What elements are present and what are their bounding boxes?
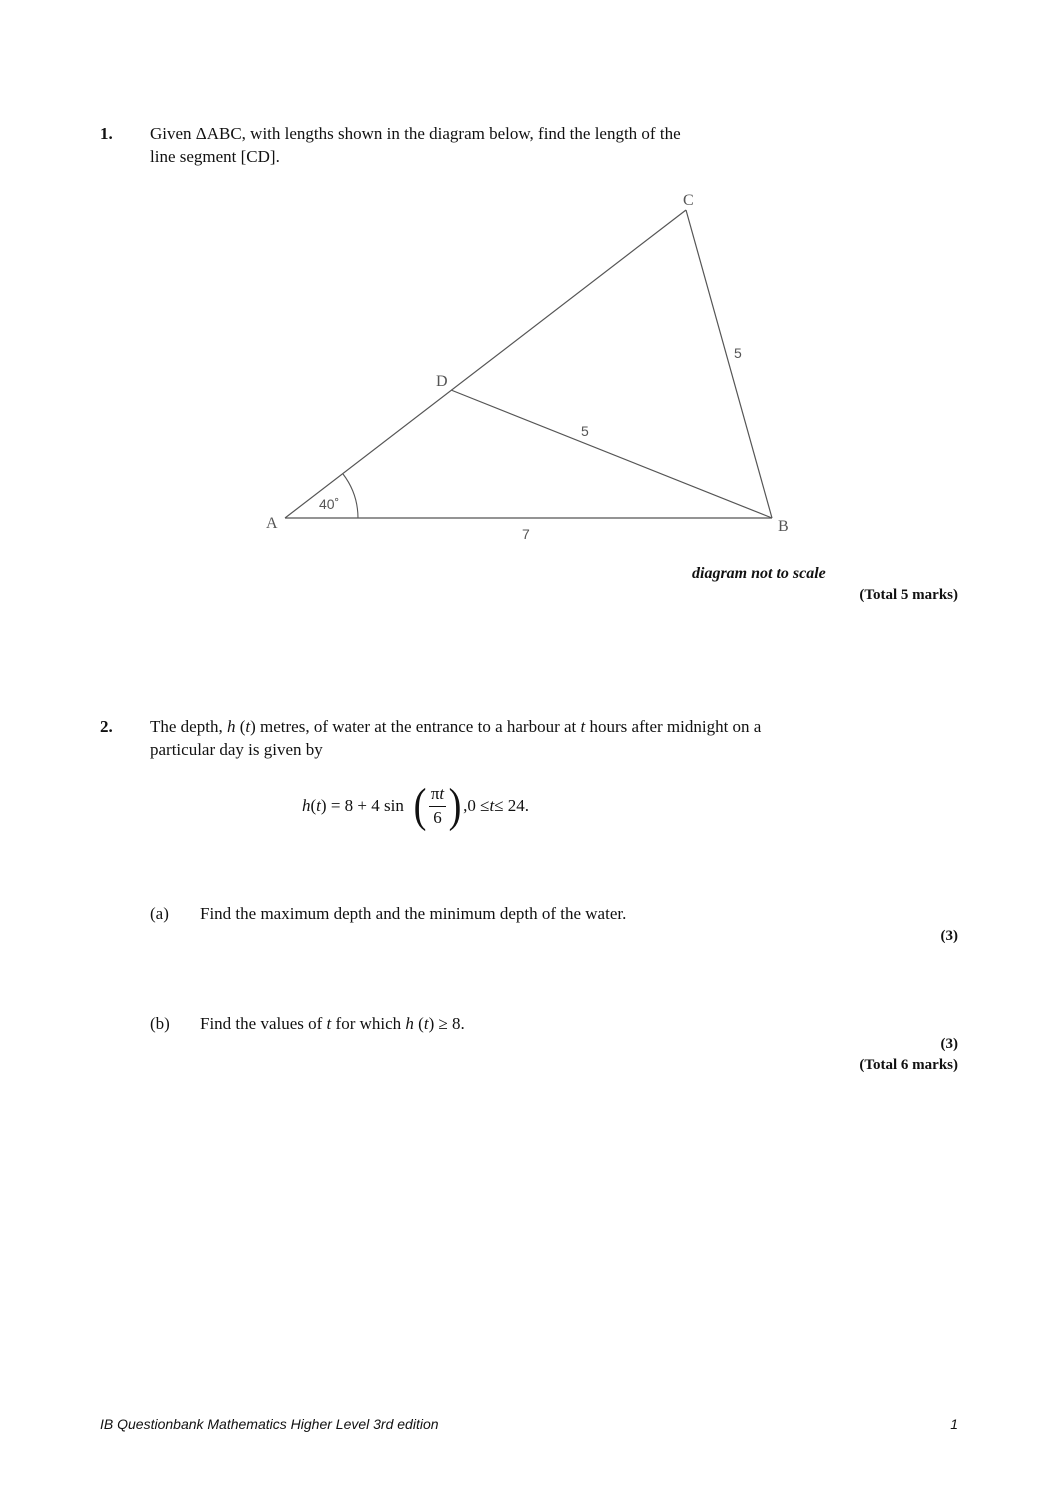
diagram-note: diagram not to scale <box>692 565 826 582</box>
vertex-d-label: D <box>436 373 448 390</box>
part-b-marks: (3) <box>940 1036 958 1052</box>
question-2-number: 2. <box>100 717 113 736</box>
length-bc-label: 5 <box>734 345 742 361</box>
part-b-label: (b) <box>150 1014 170 1033</box>
vertex-b-label: B <box>778 518 789 535</box>
right-paren: ) <box>448 779 462 832</box>
part-a-label: (a) <box>150 904 169 923</box>
triangle-diagram <box>0 0 1058 600</box>
length-db-label: 5 <box>581 423 589 439</box>
pi-t-over-6-fraction: $\frac{\pi t}{6}$ <box>430 784 445 827</box>
question-1-line-2: line segment [CD]. <box>150 147 280 166</box>
side-ac <box>285 210 686 518</box>
question-2-line-2: particular day is given by <box>150 740 323 759</box>
footer-title: IB Questionbank Mathematics Higher Level 3rd edition <box>100 1416 439 1432</box>
question-2-line-1: The depth, h (t) metres, of water at the entrance to a harbour at t hours after midnight on a <box>150 717 762 736</box>
part-b-text: Find the values of t for which h (t) ≥ 8. <box>200 1014 465 1033</box>
question-1-line-1: Given ΔABC, with lengths shown in the diagram below, find the length of the <box>150 124 681 143</box>
left-paren: ( <box>413 779 427 832</box>
side-bc <box>686 210 772 518</box>
angle-arc <box>343 474 358 518</box>
footer-page-number: 1 <box>950 1416 958 1432</box>
vertex-a-label: A <box>266 515 278 532</box>
angle-label: 40˚ <box>319 496 340 512</box>
vertex-c-label: C <box>683 192 694 209</box>
segment-db <box>451 390 772 518</box>
part-a-marks: (3) <box>940 928 958 944</box>
part-a-text: Find the maximum depth and the minimum depth of the water. <box>200 904 627 923</box>
length-ab-label: 7 <box>522 526 530 542</box>
question-1-number: 1. <box>100 124 113 143</box>
question-2-text <box>150 715 761 761</box>
depth-formula: h ( t ) = 8 + 4 sin ( $\frac{\pi t}{6}$ ) ,0 ≤ t ≤ 24. <box>302 779 530 832</box>
question-1-total-marks: (Total 5 marks) <box>859 587 958 603</box>
question-2-total-marks: (Total 6 marks) <box>859 1057 958 1073</box>
